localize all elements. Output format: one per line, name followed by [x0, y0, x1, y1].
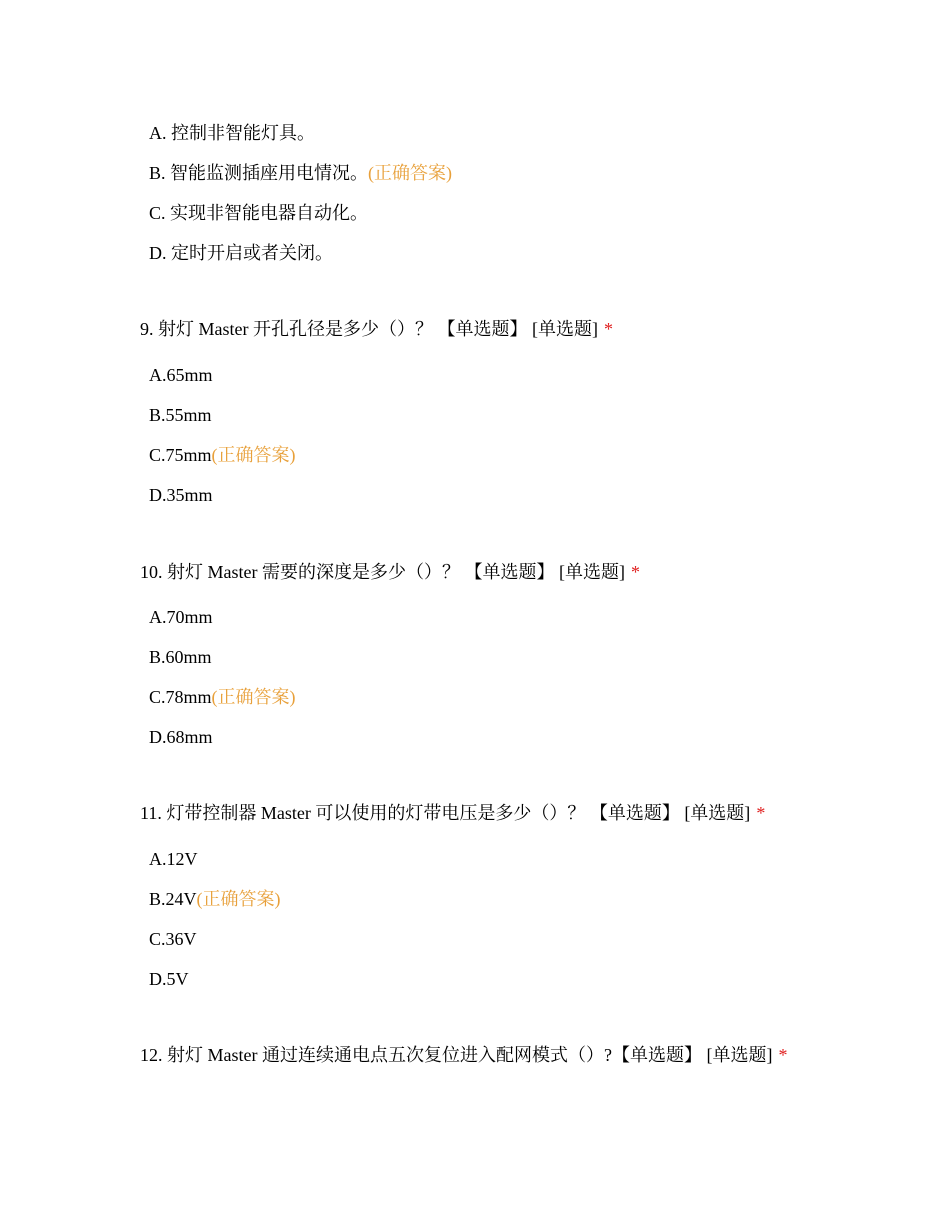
q11-option-d [149, 967, 189, 991]
option-text: C.78mm [149, 687, 212, 707]
q9-option-d [149, 483, 213, 507]
option-text: D. 定时开启或者关闭。 [149, 243, 333, 263]
option-text: C.36V [149, 929, 197, 949]
required-marker: * [630, 562, 640, 582]
question-text: 10. 射灯 Master 需要的深度是多少（）？ 【单选题】 [单选题] [140, 562, 625, 582]
required-marker: * [778, 1045, 788, 1065]
q8-option-a [149, 121, 315, 145]
q10-option-b [149, 645, 212, 669]
required-marker: * [756, 803, 766, 823]
q8-option-c [149, 201, 368, 225]
correct-answer-tag: (正确答案) [368, 163, 453, 183]
option-text: B. 智能监测插座用电情况。 [149, 163, 369, 183]
q9-option-a [149, 363, 213, 387]
q8-option-b [149, 161, 452, 185]
option-text: D.68mm [149, 727, 213, 747]
question-10-title [140, 560, 640, 584]
required-marker: * [603, 319, 613, 339]
question-text: 9. 射灯 Master 开孔孔径是多少（）？ 【单选题】 [单选题] [140, 319, 598, 339]
option-text: D.5V [149, 969, 189, 989]
option-text: C.75mm [149, 445, 212, 465]
q10-option-a [149, 605, 213, 629]
question-text: 11. 灯带控制器 Master 可以使用的灯带电压是多少（）？ 【单选题】 [单选题] [140, 803, 751, 823]
q10-option-d [149, 725, 213, 749]
option-text: A. 控制非智能灯具。 [149, 123, 315, 143]
correct-answer-tag: (正确答案) [196, 889, 281, 909]
question-12-title [140, 1043, 787, 1067]
option-text: A.70mm [149, 607, 213, 627]
correct-answer-tag: (正确答案) [211, 445, 296, 465]
correct-answer-tag: (正确答案) [211, 687, 296, 707]
option-text: C. 实现非智能电器自动化。 [149, 203, 369, 223]
q10-option-c [149, 685, 296, 709]
q11-option-a [149, 847, 198, 871]
question-11-title [140, 801, 765, 825]
question-9-title [140, 317, 613, 341]
q9-option-c [149, 443, 296, 467]
option-text: B.24V [149, 889, 197, 909]
q9-option-b [149, 403, 212, 427]
option-text: B.60mm [149, 647, 212, 667]
option-text: A.12V [149, 849, 198, 869]
option-text: D.35mm [149, 485, 213, 505]
option-text: B.55mm [149, 405, 212, 425]
q8-option-d [149, 241, 333, 265]
q11-option-c [149, 927, 197, 951]
option-text: A.65mm [149, 365, 213, 385]
q11-option-b [149, 887, 281, 911]
question-text: 12. 射灯 Master 通过连续通电点五次复位进入配网模式（）?【单选题】 [单选题] [140, 1045, 773, 1065]
